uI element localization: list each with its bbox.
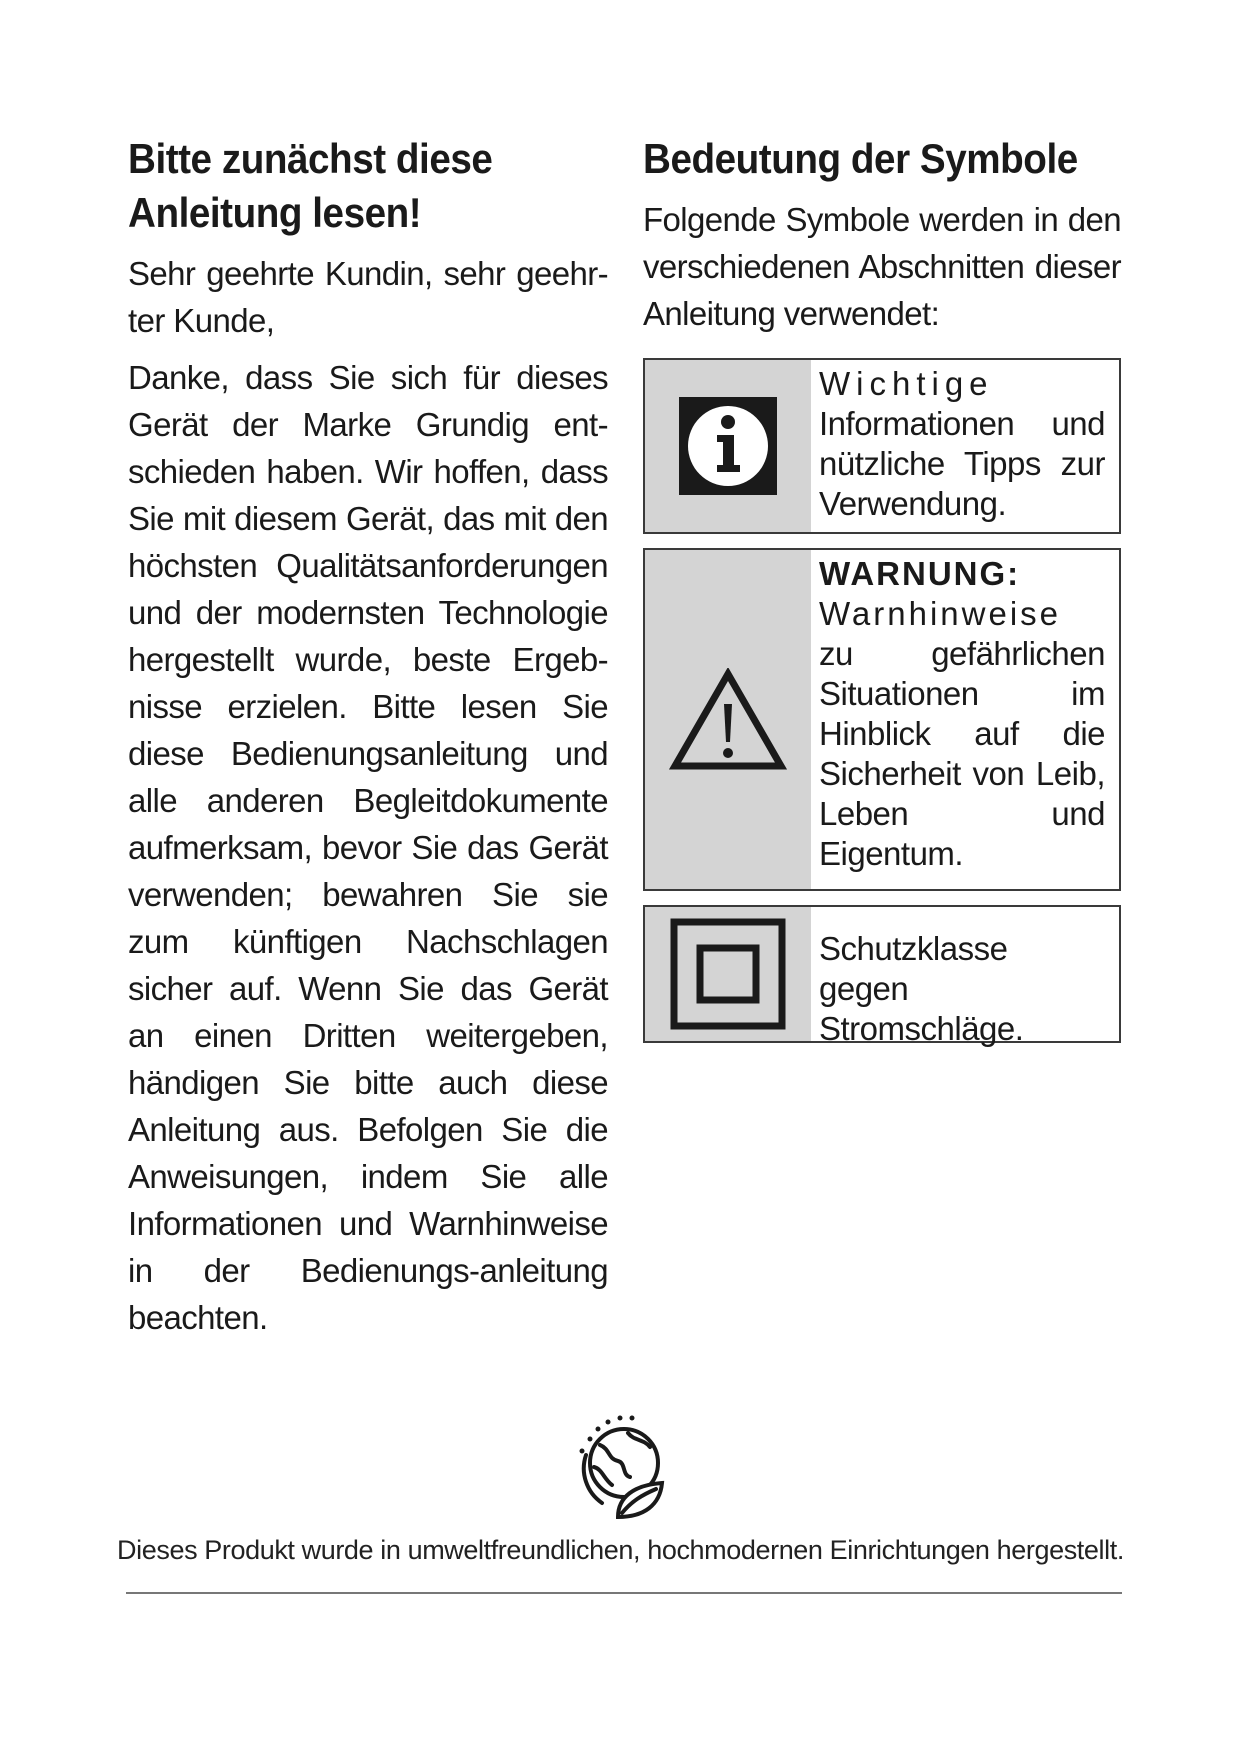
greeting-paragraph: Sehr geehrte Kundin, sehr geehr-ter Kunde, xyxy=(128,255,608,339)
symbol-description xyxy=(811,907,1119,1047)
symbol-word: Wichtige xyxy=(819,365,994,402)
warning-triangle-icon xyxy=(669,668,787,772)
symbol-word: Warnhinweise xyxy=(819,595,1062,632)
section-heading-read-first xyxy=(128,132,614,240)
eco-globe-leaf-icon xyxy=(568,1405,680,1527)
footer-eco-statement: Dieses Produkt wurde in umweltfreundlichen, hochmodernen Einrichtungen hergestellt. xyxy=(117,1535,1124,1565)
symbol-row-protection-class xyxy=(643,905,1121,1047)
symbols-intro-paragraph: Folgende Symbole werden in den verschiedenen Abschnitten dieser Anleitung verwendet: xyxy=(643,201,1121,332)
info-icon xyxy=(679,397,777,495)
symbol-description xyxy=(811,360,1119,532)
section-heading-symbols: Bedeutung der Symbole xyxy=(643,135,1078,182)
protection-class-icon xyxy=(670,918,786,1030)
heading-line-2: Anleitung lesen! xyxy=(128,189,422,236)
symbol-text: zu gefährlichen Situationen im Hinblick auf die Sicherheit von Leib, Leben und Eigentum. xyxy=(819,635,1105,872)
left-column xyxy=(128,132,608,1341)
symbol-text: Informationen und nützliche Tipps zur Verwendung. xyxy=(819,405,1105,522)
footer-divider xyxy=(126,1592,1122,1594)
warning-label: WARNUNG: xyxy=(819,555,1021,592)
symbol-description xyxy=(811,550,1119,889)
symbol-row-info xyxy=(643,358,1121,534)
symbol-icon-cell xyxy=(645,907,811,1041)
heading-line-1: Bitte zunächst diese xyxy=(128,135,493,182)
symbol-text: Schutzklasse gegen Stromschläge. xyxy=(819,930,1024,1047)
intro-body-paragraph: Danke, dass Sie sich für dieses Gerät der Marke Grundig ent-schieden haben. Wir hoffen, dass Sie mit diesem Gerät, das mit den höchsten Qualitätsanforderungen und der modernsten Technologie hergestellt wurde, beste Ergeb-nisse erzielen. Bitte lesen Sie diese Bedienungsanleitung und alle anderen Begleitdokumente aufmerksam, bevor Sie das Gerät verwenden; bewahren Sie sie zum künftigen Nachschlagen sicher auf. Wenn Sie das Gerät an einen Dritten weitergeben, händigen Sie bitte auch diese Anleitung aus. Befolgen Sie die Anweisungen, indem Sie alle Informationen und Warnhinweise in der Bedienungs-anleitung beachten. xyxy=(128,359,608,1336)
symbol-icon-cell xyxy=(645,360,811,532)
right-column xyxy=(643,132,1121,337)
symbol-icon-cell xyxy=(645,550,811,889)
symbol-row-warning xyxy=(643,548,1121,891)
